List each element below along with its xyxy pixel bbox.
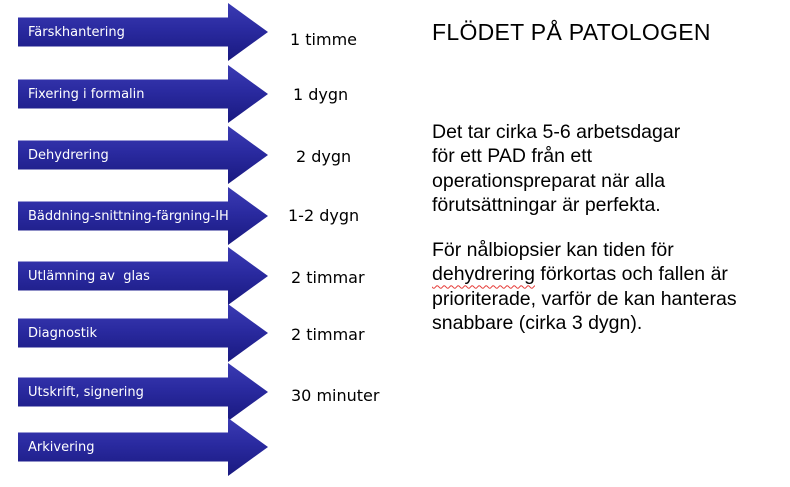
step-duration: 1 dygn bbox=[293, 85, 349, 104]
paragraph-line bbox=[432, 262, 737, 286]
step-arrow-dehydrering bbox=[18, 126, 268, 184]
step-label: Färskhantering bbox=[28, 24, 125, 40]
step-label: Arkivering bbox=[28, 439, 95, 455]
info-paragraph-1 bbox=[432, 120, 680, 217]
paragraph-line: prioriterade, varför de kan hanteras bbox=[432, 287, 737, 310]
paragraph-line: förutsättningar är perfekta. bbox=[432, 193, 661, 216]
step-arrow-utlamning bbox=[18, 247, 268, 305]
step-duration: 2 timmar bbox=[291, 268, 365, 287]
step-label: Bäddning-snittning-färgning-IH bbox=[28, 208, 229, 224]
step-arrow-baddning bbox=[18, 187, 268, 245]
paragraph-line: Det tar cirka 5-6 arbetsdagar bbox=[432, 121, 681, 143]
step-label: Utskrift, signering bbox=[28, 384, 144, 400]
step-duration: 2 dygn bbox=[296, 147, 352, 166]
step-arrow-arkivering bbox=[18, 418, 268, 476]
paragraph-line: snabbare (cirka 3 dygn). bbox=[432, 311, 643, 334]
step-duration: 1 timme bbox=[290, 30, 357, 49]
step-duration: 1-2 dygn bbox=[288, 206, 360, 225]
paragraph-line-rest: förkortas och fallen är bbox=[540, 263, 728, 286]
paragraph-line: operationspreparat när alla bbox=[432, 169, 666, 192]
paragraph-line: För nålbiopsier kan tiden för bbox=[432, 239, 674, 261]
info-paragraph-2 bbox=[432, 238, 737, 335]
step-arrow-utskrift bbox=[18, 363, 268, 421]
step-label: Diagnostik bbox=[28, 325, 98, 341]
spellcheck-flagged-word: dehydrering bbox=[432, 263, 535, 286]
paragraph-line: för ett PAD från ett bbox=[432, 145, 593, 168]
step-label: Utlämning av glas bbox=[28, 268, 150, 284]
step-duration: 2 timmar bbox=[291, 325, 365, 344]
slide-title: FLÖDET PÅ PATOLOGEN bbox=[432, 19, 711, 45]
step-label: Dehydrering bbox=[28, 147, 109, 163]
step-arrow-farskhantering bbox=[18, 3, 268, 61]
step-duration: 30 minuter bbox=[291, 386, 380, 405]
step-label: Fixering i formalin bbox=[28, 86, 145, 102]
step-arrow-fixering bbox=[18, 65, 268, 123]
step-arrow-diagnostik bbox=[18, 304, 268, 362]
